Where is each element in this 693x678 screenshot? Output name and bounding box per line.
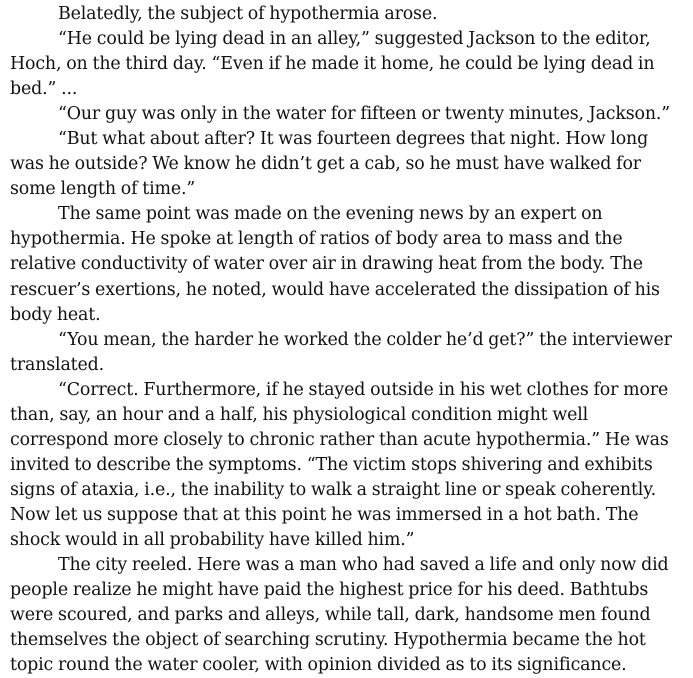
paragraph-8: The city reeled. Here was a man who had saved a life and only now did people realize he might have paid the highest price for his deed. Bathtubs were scoured, and parks and alleys, while tall, dark, handsome men found themselves the object of searching scrutiny. Hypothermia became the hot topic round the water cooler, with opinion divided as to its significance.: [10, 555, 669, 676]
paragraph-7: “Correct. Furthermore, if he stayed outside in his wet clothes for more than, say, an hour and a half, his physiological condition might well correspond more closely to chronic rather than acute hypothermia.” He was invited to describe the symptoms. “The victim stops shivering and exhibits signs of ataxia, i.e., the inability to walk a straight line or speak coherently. Now let us suppose that at this point he was immersed in a hot bath. The shock would in all probability have killed him.”: [10, 379, 669, 550]
paragraph-5: The same point was made on the evening news by an expert on hypothermia. He spoke at length of ratios of body area to mass and the relative conductivity of water over air in drawing heat from the body. The rescuer’s exertions, he noted, would have accelerated the dissipation of his body heat.: [10, 204, 660, 325]
paragraph-3: “Our guy was only in the water for fifteen or twenty minutes, Jackson.”: [58, 104, 671, 125]
paragraph-1: Belatedly, the subject of hypothermia arose.: [58, 4, 438, 24]
paragraph-6: “You mean, the harder he worked the colder he’d get?” the interviewer translated.: [10, 329, 672, 375]
paragraph-4: “But what about after? It was fourteen degrees that night. How long was he outside? We know he didn’t get a cab, so he must have walked for some length of time.”: [10, 129, 649, 200]
document-page: [10, 2, 686, 678]
paragraph-2: “He could be lying dead in an alley,” suggested Jackson to the editor, Hoch, on the third day. “Even if he made it home, he could be lying dead in bed.” ...: [10, 29, 655, 100]
